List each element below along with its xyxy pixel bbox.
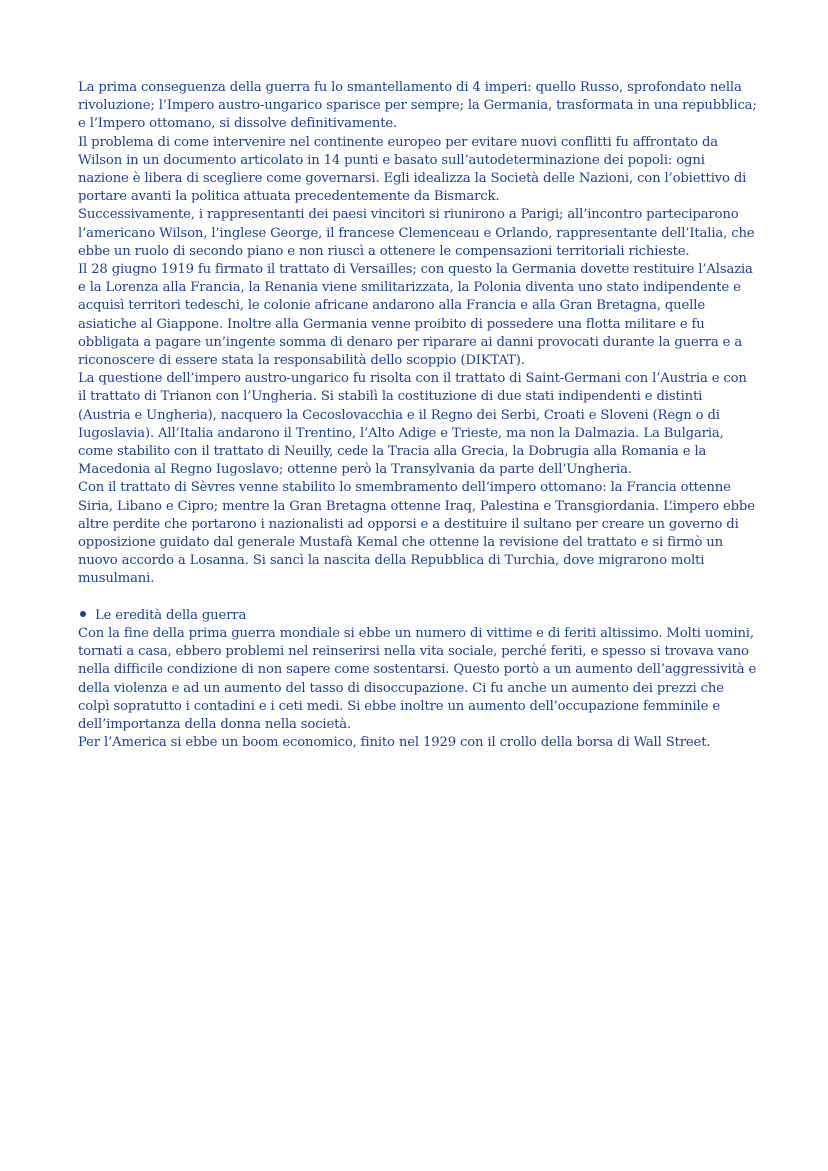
paragraph-sevres: Con il trattato di Sèvres venne stabilito lo smembramento dell’impero ottomano: la Francia ottenne Siria, Libano e Cipro; mentre la Gran Bretagna ottenne Iraq, Palestina e Transgiordania. L’impero ebbe altre perdite che portarono i nazionalisti ad opporsi e a destituire il sultano per creare un governo di opposizione guidato dal generale Mustafà Kemal che ottenne la revisione del trattato e si firmò un nuovo accordo a Losanna. Si sancì la nascita della Repubblica di Turchia, dove migrarono molti musulmani. [78,480,755,587]
paragraph-austro-ungarico: La questione dell’impero austro-ungarico fu risolta con il trattato di Saint-Germani con l’Austria e con il trattato di Trianon con l’Ungheria. Si stabilì la costituzione di due stati indipendenti e distinti (Austria e Ungheria), nacquero la Cecoslovacchia e il Regno dei Serbi, Croati e Sloveni (Regn o di Iugoslavia). All’Italia andarono il Trentino, l’Alto Adige e Trieste, ma non la Dalmazia. La Bulgaria, come stabilito con il trattato di Neuilly, cede la Tracia alla Grecia, la Dobrugia alla Romania e la Macedonia al Regno Iugoslavo; ottenne però la Transylvania da parte dell’Ungheria. [78,371,747,478]
paragraph-america: Per l’America si ebbe un boom economico, finito nel 1929 con il crollo della borsa di Wall Street. [78,735,711,751]
paragraph-wilson: Il problema di come intervenire nel continente europeo per evitare nuovi conflitti fu affrontato da Wilson in un documento articolato in 14 punti e basato sull’autodeterminazione dei popoli: ogni nazione è libera di scegliere come governarsi. Egli idealizza la Società delle Nazioni, con l’obiettivo di portare avanti la politica attuata precedentemente da Bismarck. [78,134,747,205]
section-heading-eredita [78,607,758,625]
paragraph-vittime: Con la fine della prima guerra mondiale si ebbe un numero di vittime e di feriti altissimo. Molti uomini, tornati a casa, ebbero problemi nel reinserirsi nella vita sociale, perché feriti, e spesso si trovava vano nella difficile condizione di non sapere come sostentarsi. Questo portò a un aumento dell’aggressività e della violenza e ad un aumento del tasso di disoccupazione. Ci fu anche un aumento dei prezzi che colpì sopratutto i contadini e i ceti medi. Si ebbe inoltre un aumento dell’occupazione femminile e dell’importanza della donna nella società. [78,626,757,733]
paragraph-parigi: Successivamente, i rappresentanti dei paesi vincitori si riunirono a Parigi; all’incontro parteciparono l’americano Wilson, l’inglese George, il francese Clemenceau e Orlando, rappresentante dell’Italia, che ebbe un ruolo di secondo piano e non riuscì a ottenere le compensazioni territoriali richieste. [78,207,755,259]
bullet-icon [80,611,86,617]
section-spacer [78,589,758,607]
section-heading-label: Le eredità della guerra [95,607,247,623]
paragraph-imperi: La prima conseguenza della guerra fu lo smantellamento di 4 imperi: quello Russo, sprofondato nella rivoluzione; l’Impero austro-ungarico sparisce per sempre; la Germania, trasformata in una repubblica; e l’Impero ottomano, si dissolve definitivamente. [78,80,757,132]
document-page [78,79,758,753]
paragraph-versailles: Il 28 giugno 1919 fu firmato il trattato di Versailles; con questo la Germania dovette restituire l’Alsazia e la Lorenza alla Francia, la Renania viene smilitarizzata, la Polonia diventa uno stato indipendente e acquisì territori tedeschi, le colonie africane andarono alla Francia e alla Gran Bretagna, quelle asiatiche al Giappone. Inoltre alla Germania venne proibito di possedere una flotta militare e fu obbligata a pagare un’ingente somma di denaro per riparare ai danni provocati durante la guerra e a riconoscere di essere stata la responsabilità dello scoppio (DIKTAT). [78,262,753,369]
